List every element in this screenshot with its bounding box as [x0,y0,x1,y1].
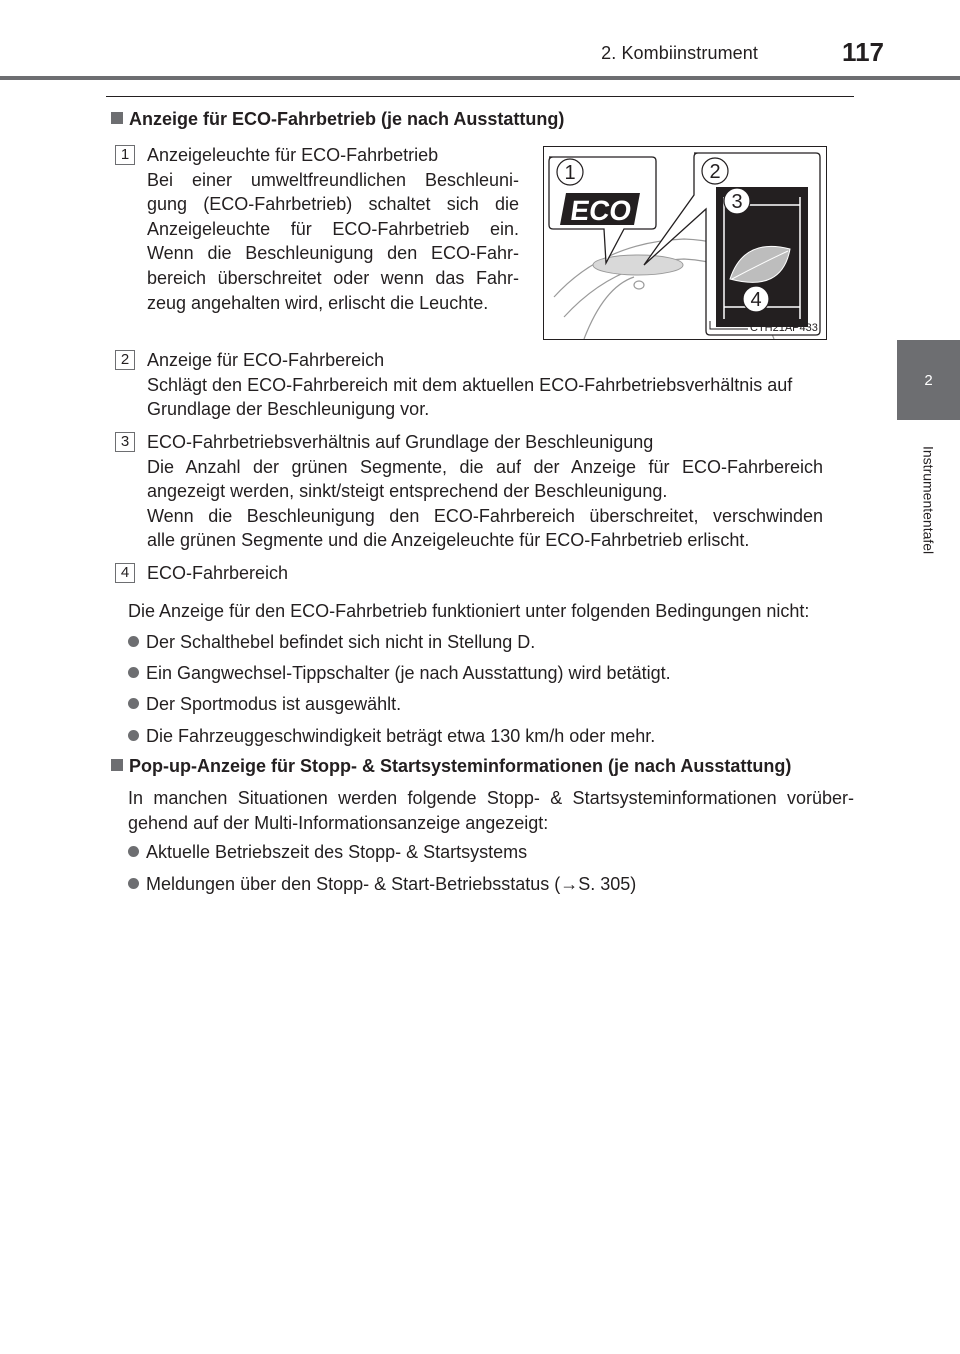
item-1-line: gung (ECO-Fahrbetrieb) schaltet sich die [147,194,519,215]
item-3-text [147,430,823,553]
item-3-line: Wenn die Beschleunigung den ECO-Fahrbereich überschreitet, verschwinden [147,505,823,526]
stop-start-intro [128,786,854,835]
section-heading-text: Anzeige für ECO-Fahrbetrieb (je nach Ausstattung) [129,109,565,129]
item-1-line: zeug angehalten wird, erlischt die Leuchte. [147,292,489,313]
item-2-text [147,348,823,422]
header-title: 2. Kombiinstrument [601,43,758,63]
condition-text: Die Fahrzeuggeschwindigkeit beträgt etwa 130 km/h oder mehr. [146,726,656,746]
chapter-label [897,430,960,570]
stop-start-text: Aktuelle Betriebszeit des Stopp- & Startsystems [146,842,528,862]
item-number-3: 3 [115,432,135,452]
item-3-line: alle grünen Segmente und die Anzeigeleuchte für ECO-Fahrbetrieb erlischt. [147,530,750,551]
stop-start-text: Meldungen über den Stopp- & Start-Betriebsstatus (→S. 305) [146,874,637,894]
stop-start-bullet [128,840,527,864]
item-number-1: 1 [115,145,135,165]
item-1-line: Wenn die Beschleunigung den ECO-Fahr- [147,243,519,264]
item-2-title: Anzeige für ECO-Fahrbereich [147,350,385,370]
condition-bullet [128,661,671,685]
section-heading-eco [111,109,564,130]
conditions-intro: Die Anzeige für den ECO-Fahrbetrieb funktioniert unter folgenden Bedingungen nicht: [128,601,810,621]
item-2-line: Grundlage der Beschleunigung vor. [147,399,430,420]
bullet-dot-icon [128,636,139,647]
condition-text: Der Schalthebel befindet sich nicht in Stellung D. [146,632,536,652]
item-1-text [147,143,519,315]
callout-2-label: 2 [709,161,721,183]
item-4-title: ECO-Fahrbereich [147,563,289,583]
page-number: 117 [842,37,884,67]
eco-badge-icon [560,193,640,226]
eco-indicator-illustration [544,147,826,339]
heading-square-icon [111,759,123,771]
bullet-dot-icon [128,878,139,889]
bullet-dot-icon [128,730,139,741]
item-3-line: angezeigt werden, sinkt/steigt entsprechend der Beschleunigung. [147,481,668,502]
item-2-line: Schlägt den ECO-Fahrbereich mit dem aktuellen ECO-Fahrbetriebsverhältnis auf [147,374,793,395]
condition-text: Der Sportmodus ist ausgewählt. [146,694,402,714]
heading-square-icon [111,112,123,124]
condition-bullet [128,724,655,748]
chapter-tab[interactable] [897,340,960,420]
chapter-tab-number: 2 [924,371,933,389]
item-3-line: Die Anzahl der grünen Segmente, die auf der Anzeige für ECO-Fahrbereich [147,456,823,477]
bullet-dot-icon [128,846,139,857]
item-number-2: 2 [115,350,135,370]
stop-start-bullet[interactable] [128,872,636,896]
callout-4-label: 4 [750,289,762,311]
condition-text: Ein Gangwechsel-Tippschalter (je nach Ausstattung) wird betätigt. [146,663,671,683]
header-rule [0,76,960,80]
eco-indicator-figure [543,146,827,340]
bullet-dot-icon [128,667,139,678]
bullet-dot-icon [128,698,139,709]
item-number-4: 4 [115,563,135,583]
intro-line: gehend auf der Multi-Informationsanzeige angezeigt: [128,812,549,833]
item-1-line: Bei einer umweltfreundlichen Beschleuni- [147,169,519,190]
section-heading-text: Pop-up-Anzeige für Stopp- & Startsysteminformationen (je nach Ausstattung) [129,756,792,776]
item-4-text [147,561,823,586]
section-heading-stop-start [111,756,791,777]
item-3-title: ECO-Fahrbetriebsverhältnis auf Grundlage der Beschleunigung [147,432,654,452]
callout-3-label: 3 [731,191,743,213]
eco-badge-text: ECO [568,195,634,226]
condition-bullet [128,692,401,716]
chapter-label-text: Instrumententafel [920,445,937,555]
item-1-line: Anzeigeleuchte für ECO-Fahrbetrieb ein. [147,218,519,239]
intro-line: In manchen Situationen werden folgende Stopp- & Startsysteminformationen vorüber- [128,788,854,808]
item-1-title: Anzeigeleuchte für ECO-Fahrbetrieb [147,145,439,165]
callout-1-label: 1 [564,162,576,184]
condition-bullet [128,630,535,654]
item-1-line: bereich überschreitet oder wenn das Fahr- [147,267,519,288]
figure-code: CTH21AP433 [750,322,818,334]
content-rule [106,96,854,97]
